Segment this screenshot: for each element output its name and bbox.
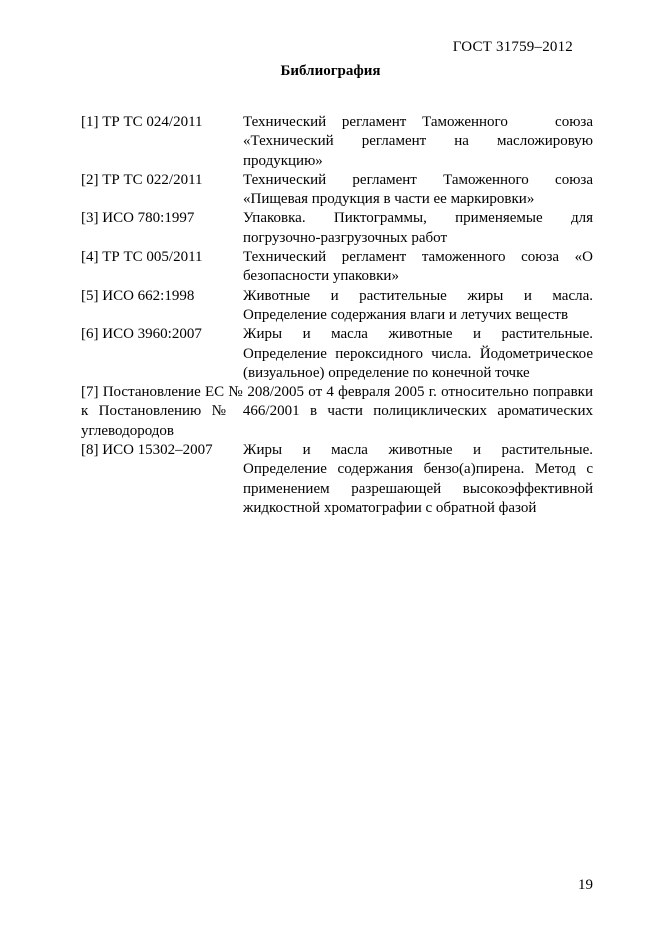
- entry-reference: [2] ТР ТС 022/2011: [81, 171, 203, 188]
- entry-description: Технический регламент Таможенного союза «Пищевая продукция в части ее маркировки»: [243, 171, 593, 208]
- entry-description: Технический регламент Таможенного союза «Технический регламент на масложировую продукцию»: [243, 114, 593, 169]
- entry-reference: [3] ИСО 780:1997: [81, 210, 195, 227]
- bibliography-entry-1: [81, 113, 593, 171]
- bibliography-list: [81, 113, 593, 518]
- entry-reference: [4] ТР ТС 005/2011: [81, 249, 203, 266]
- bibliography-entry-6: [81, 325, 593, 383]
- document-code: ГОСТ 31759–2012: [452, 39, 573, 55]
- entry-description: Упаковка. Пиктограммы, применяемые для погрузочно-разгрузочных работ: [243, 210, 593, 246]
- bibliography-entry-4: [81, 248, 593, 287]
- entry-description: Жиры и масла животные и растительные. Определение содержания бензо(а)пирена. Метод с применением разрешающей высокоэффективной жидкостной хроматографии с обратной фазой: [243, 442, 593, 516]
- entry-description: [7] Постановление ЕС № 208/2005 от 4 февраля 2005 г. относительно поправки к Постановлению № 466/2001 в части полициклических ароматических углеводородов: [81, 384, 593, 439]
- page-title: Библиография: [280, 63, 381, 79]
- entry-reference: [5] ИСО 662:1998: [81, 287, 195, 304]
- bibliography-entry-8: [81, 441, 593, 518]
- entry-reference: [8] ИСО 15302–2007: [81, 442, 213, 459]
- bibliography-entry-3: [81, 209, 593, 248]
- bibliography-entry-2: [81, 171, 593, 210]
- page-number: 19: [578, 877, 593, 893]
- bibliography-entry-5: [81, 287, 593, 326]
- entry-reference: [6] ИСО 3960:2007: [81, 326, 202, 343]
- entry-description: Жиры и масла животные и растительные. Определение пероксидного числа. Йодометрическое (визуальное) определение по конечной точке: [243, 326, 593, 381]
- bibliography-entry-7: [81, 383, 593, 441]
- entry-description: Технический регламент таможенного союза «О безопасности упаковки»: [243, 249, 593, 285]
- entry-reference: [1] ТР ТС 024/2011: [81, 114, 203, 130]
- entry-description: Животные и растительные жиры и масла. Определение содержания влаги и летучих веществ: [243, 287, 593, 323]
